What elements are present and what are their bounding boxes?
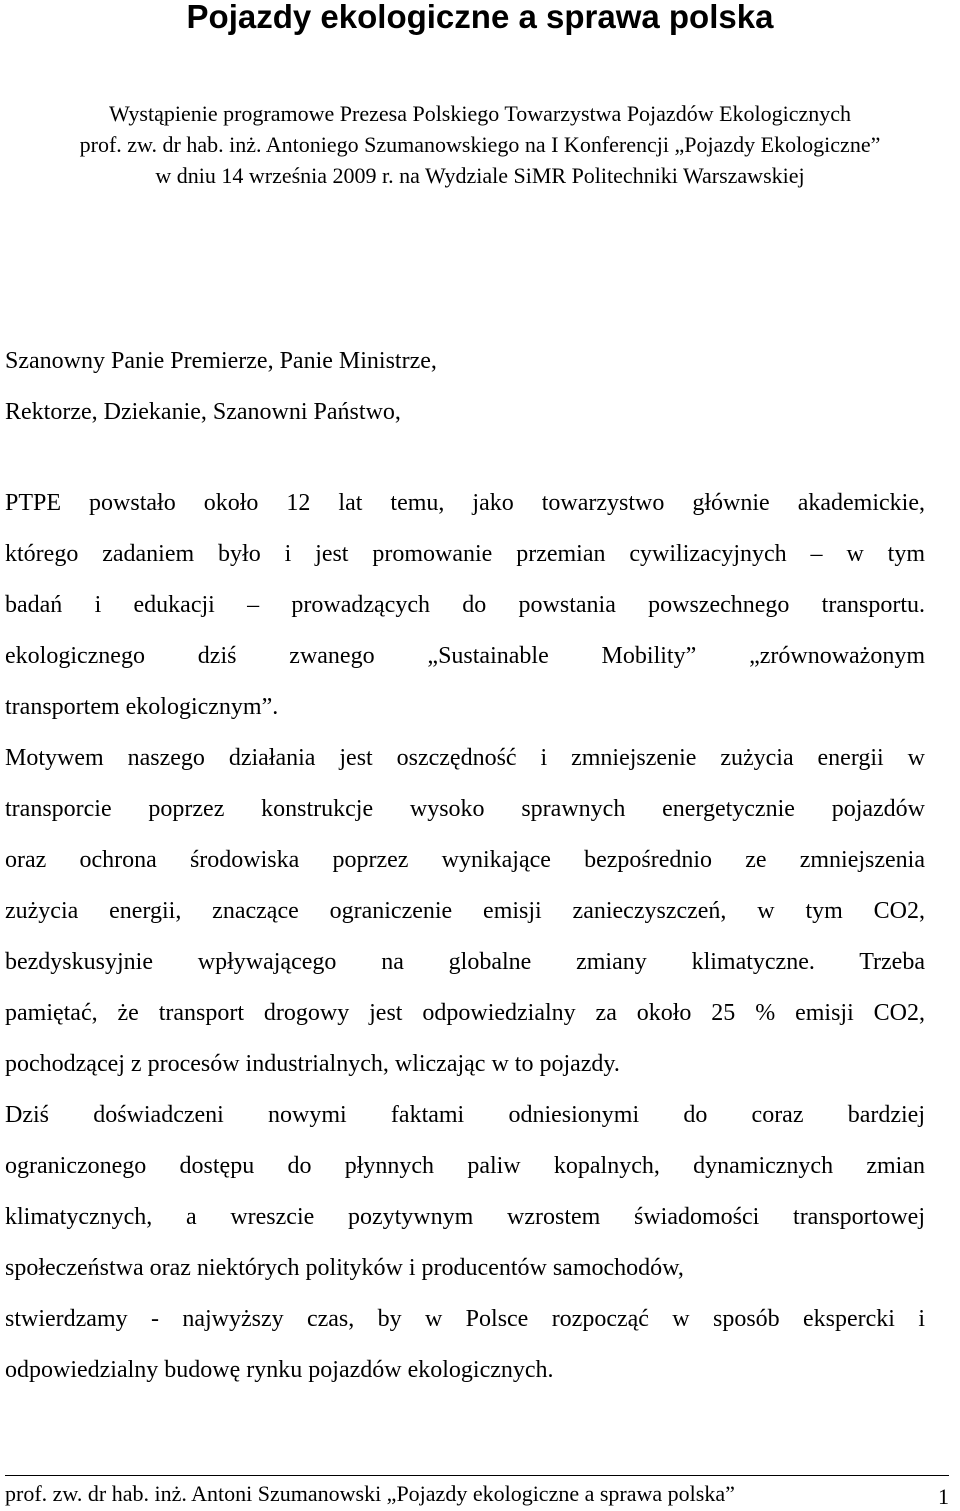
body-line: oraz ochrona środowiska poprzez wynikające bezpośrednio ze zmniejszenia [5,847,925,873]
body-text [5,478,925,1396]
body-line: ograniczonego dostępu do płynnych paliw kopalnych, dynamicznych zmian [5,1153,925,1179]
body-line: ekologicznego dziś zwanego „Sustainable Mobility” „zrównoważonym [5,643,925,669]
body-line: transporcie poprzez konstrukcje wysoko sprawnych energetycznie pojazdów [5,796,925,822]
greeting-line: Szanowny Panie Premierze, Panie Ministrze, [5,348,437,374]
body-line: stwierdzamy - najwyższy czas, by w Polsce rozpocząć w sposób ekspercki i [5,1306,925,1332]
subtitle-line: prof. zw. dr hab. inż. Antoniego Szumanowskiego na I Konferencji „Pojazdy Ekologiczne” [79,132,881,157]
footer-divider [5,1475,949,1476]
body-line: zużycia energii, znaczące ograniczenie emisji zanieczyszczeń, w tym CO2, [5,898,925,924]
page-number: 1 [938,1484,949,1509]
page-footer: prof. zw. dr hab. inż. Antoni Szumanowski „Pojazdy ekologiczne a sprawa polska” [5,1481,735,1506]
document-subtitle [0,98,960,191]
greeting-line: Rektorze, Dziekanie, Szanowni Państwo, [5,399,401,425]
body-line: PTPE powstało około 12 lat temu, jako towarzystwo głównie akademickie, [5,490,925,516]
subtitle-line: Wystąpienie programowe Prezesa Polskiego Towarzystwa Pojazdów Ekologicznych [108,101,852,126]
body-line: społeczeństwa oraz niektórych polityków i producentów samochodów, [5,1255,684,1281]
body-line: Motywem naszego działania jest oszczędność i zmniejszenie zużycia energii w [5,745,925,771]
body-line: pamiętać, że transport drogowy jest odpowiedzialny za około 25 % emisji CO2, [5,1000,925,1026]
body-line: badań i edukacji – prowadzących do powstania powszechnego transportu. [5,592,925,618]
body-line: pochodzącej z procesów industrialnych, wliczając w to pojazdy. [5,1051,620,1077]
subtitle-line: w dniu 14 września 2009 r. na Wydziale SiMR Politechniki Warszawskiej [155,163,805,188]
document-title: Pojazdy ekologiczne a sprawa polska [186,0,774,35]
body-line: transportem ekologicznym”. [5,694,279,720]
body-line: którego zadaniem było i jest promowanie przemian cywilizacyjnych – w tym [5,541,925,567]
greeting [5,336,945,438]
body-line: klimatycznych, a wreszcie pozytywnym wzrostem świadomości transportowej [5,1204,925,1230]
body-line: odpowiedzialny budowę rynku pojazdów ekologicznych. [5,1357,554,1383]
body-line: bezdyskusyjnie wpływającego na globalne zmiany klimatyczne. Trzeba [5,949,925,975]
body-line: Dziś doświadczeni nowymi faktami odniesionymi do coraz bardziej [5,1102,925,1128]
